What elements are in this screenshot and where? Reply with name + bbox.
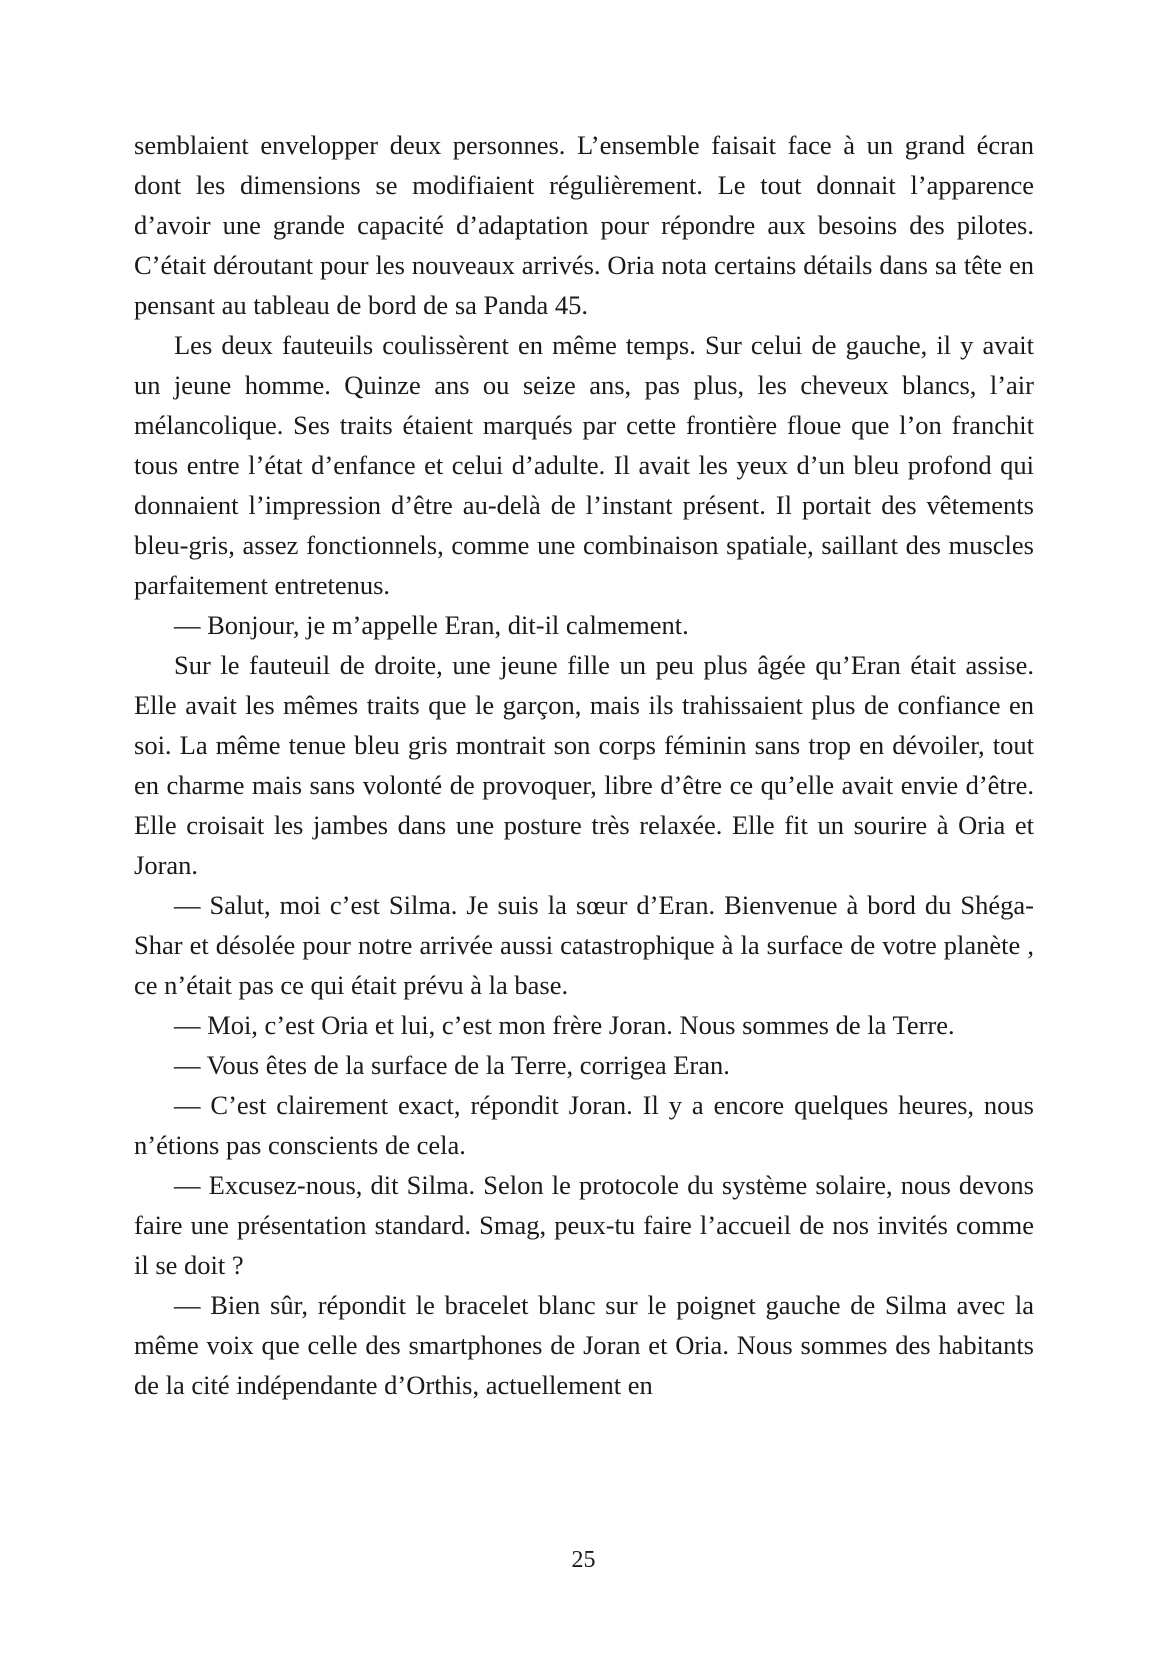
paragraph-10: — Bien sûr, répondit le bracelet blanc sur le poignet gauche de Silma avec la même voix que celle des smartphones de Joran et Oria. Nous sommes des habitants de la cité indépendante d’Orthis, actuellement en: [134, 1290, 1034, 1400]
paragraph-5: — Salut, moi c’est Silma. Je suis la sœur d’Eran. Bienvenue à bord du Shéga-Shar et désolée pour notre arrivée aussi catastrophique à la surface de votre planète , ce n’était pas ce qui était prévu à la base.: [134, 890, 1034, 1000]
paragraph-6: — Moi, c’est Oria et lui, c’est mon frère Joran. Nous sommes de la Terre.: [174, 1010, 955, 1040]
paragraph-4: Sur le fauteuil de droite, une jeune fille un peu plus âgée qu’Eran était assise. Elle avait les mêmes traits que le garçon, mais ils trahissaient plus de confiance en soi. La même tenue bleu gris montrait son corps féminin sans trop en dévoiler, tout en charme mais sans volonté de provoquer, libre d’être ce qu’elle avait envie d’être. Elle croisait les jambes dans une posture très relaxée. Elle fit un sourire à Oria et Joran.: [134, 650, 1034, 880]
paragraph-9: — Excusez-nous, dit Silma. Selon le protocole du système solaire, nous devons faire une présentation standard. Smag, peux-tu faire l’accueil de nos invités comme il se doit ?: [134, 1170, 1034, 1280]
paragraph-8: — C’est clairement exact, répondit Joran. Il y a encore quelques heures, nous n’étions pas conscients de cela.: [134, 1090, 1034, 1160]
page-number: 25: [571, 1547, 596, 1573]
page-body: [134, 125, 1034, 1405]
paragraph-1: semblaient envelopper deux personnes. L’ensemble faisait face à un grand écran dont les dimensions se modifiaient régulièrement. Le tout donnait l’apparence d’avoir une grande capacité d’adaptation pour répondre aux besoins des pilotes. C’était déroutant pour les nouveaux arrivés. Oria nota certains détails dans sa tête en pensant au tableau de bord de sa Panda 45.: [134, 130, 1034, 320]
paragraph-7: — Vous êtes de la surface de la Terre, corrigea Eran.: [174, 1050, 730, 1080]
paragraph-3: — Bonjour, je m’appelle Eran, dit-il calmement.: [174, 610, 689, 640]
paragraph-2: Les deux fauteuils coulissèrent en même temps. Sur celui de gauche, il y avait un jeune homme. Quinze ans ou seize ans, pas plus, les cheveux blancs, l’air mélancolique. Ses traits étaient marqués par cette frontière floue que l’on franchit tous entre l’état d’enfance et celui d’adulte. Il avait les yeux d’un bleu profond qui donnaient l’impression d’être au-delà de l’instant présent. Il portait des vêtements bleu-gris, assez fonctionnels, comme une combinaison spatiale, saillant des muscles parfaitement entretenus.: [134, 330, 1034, 600]
